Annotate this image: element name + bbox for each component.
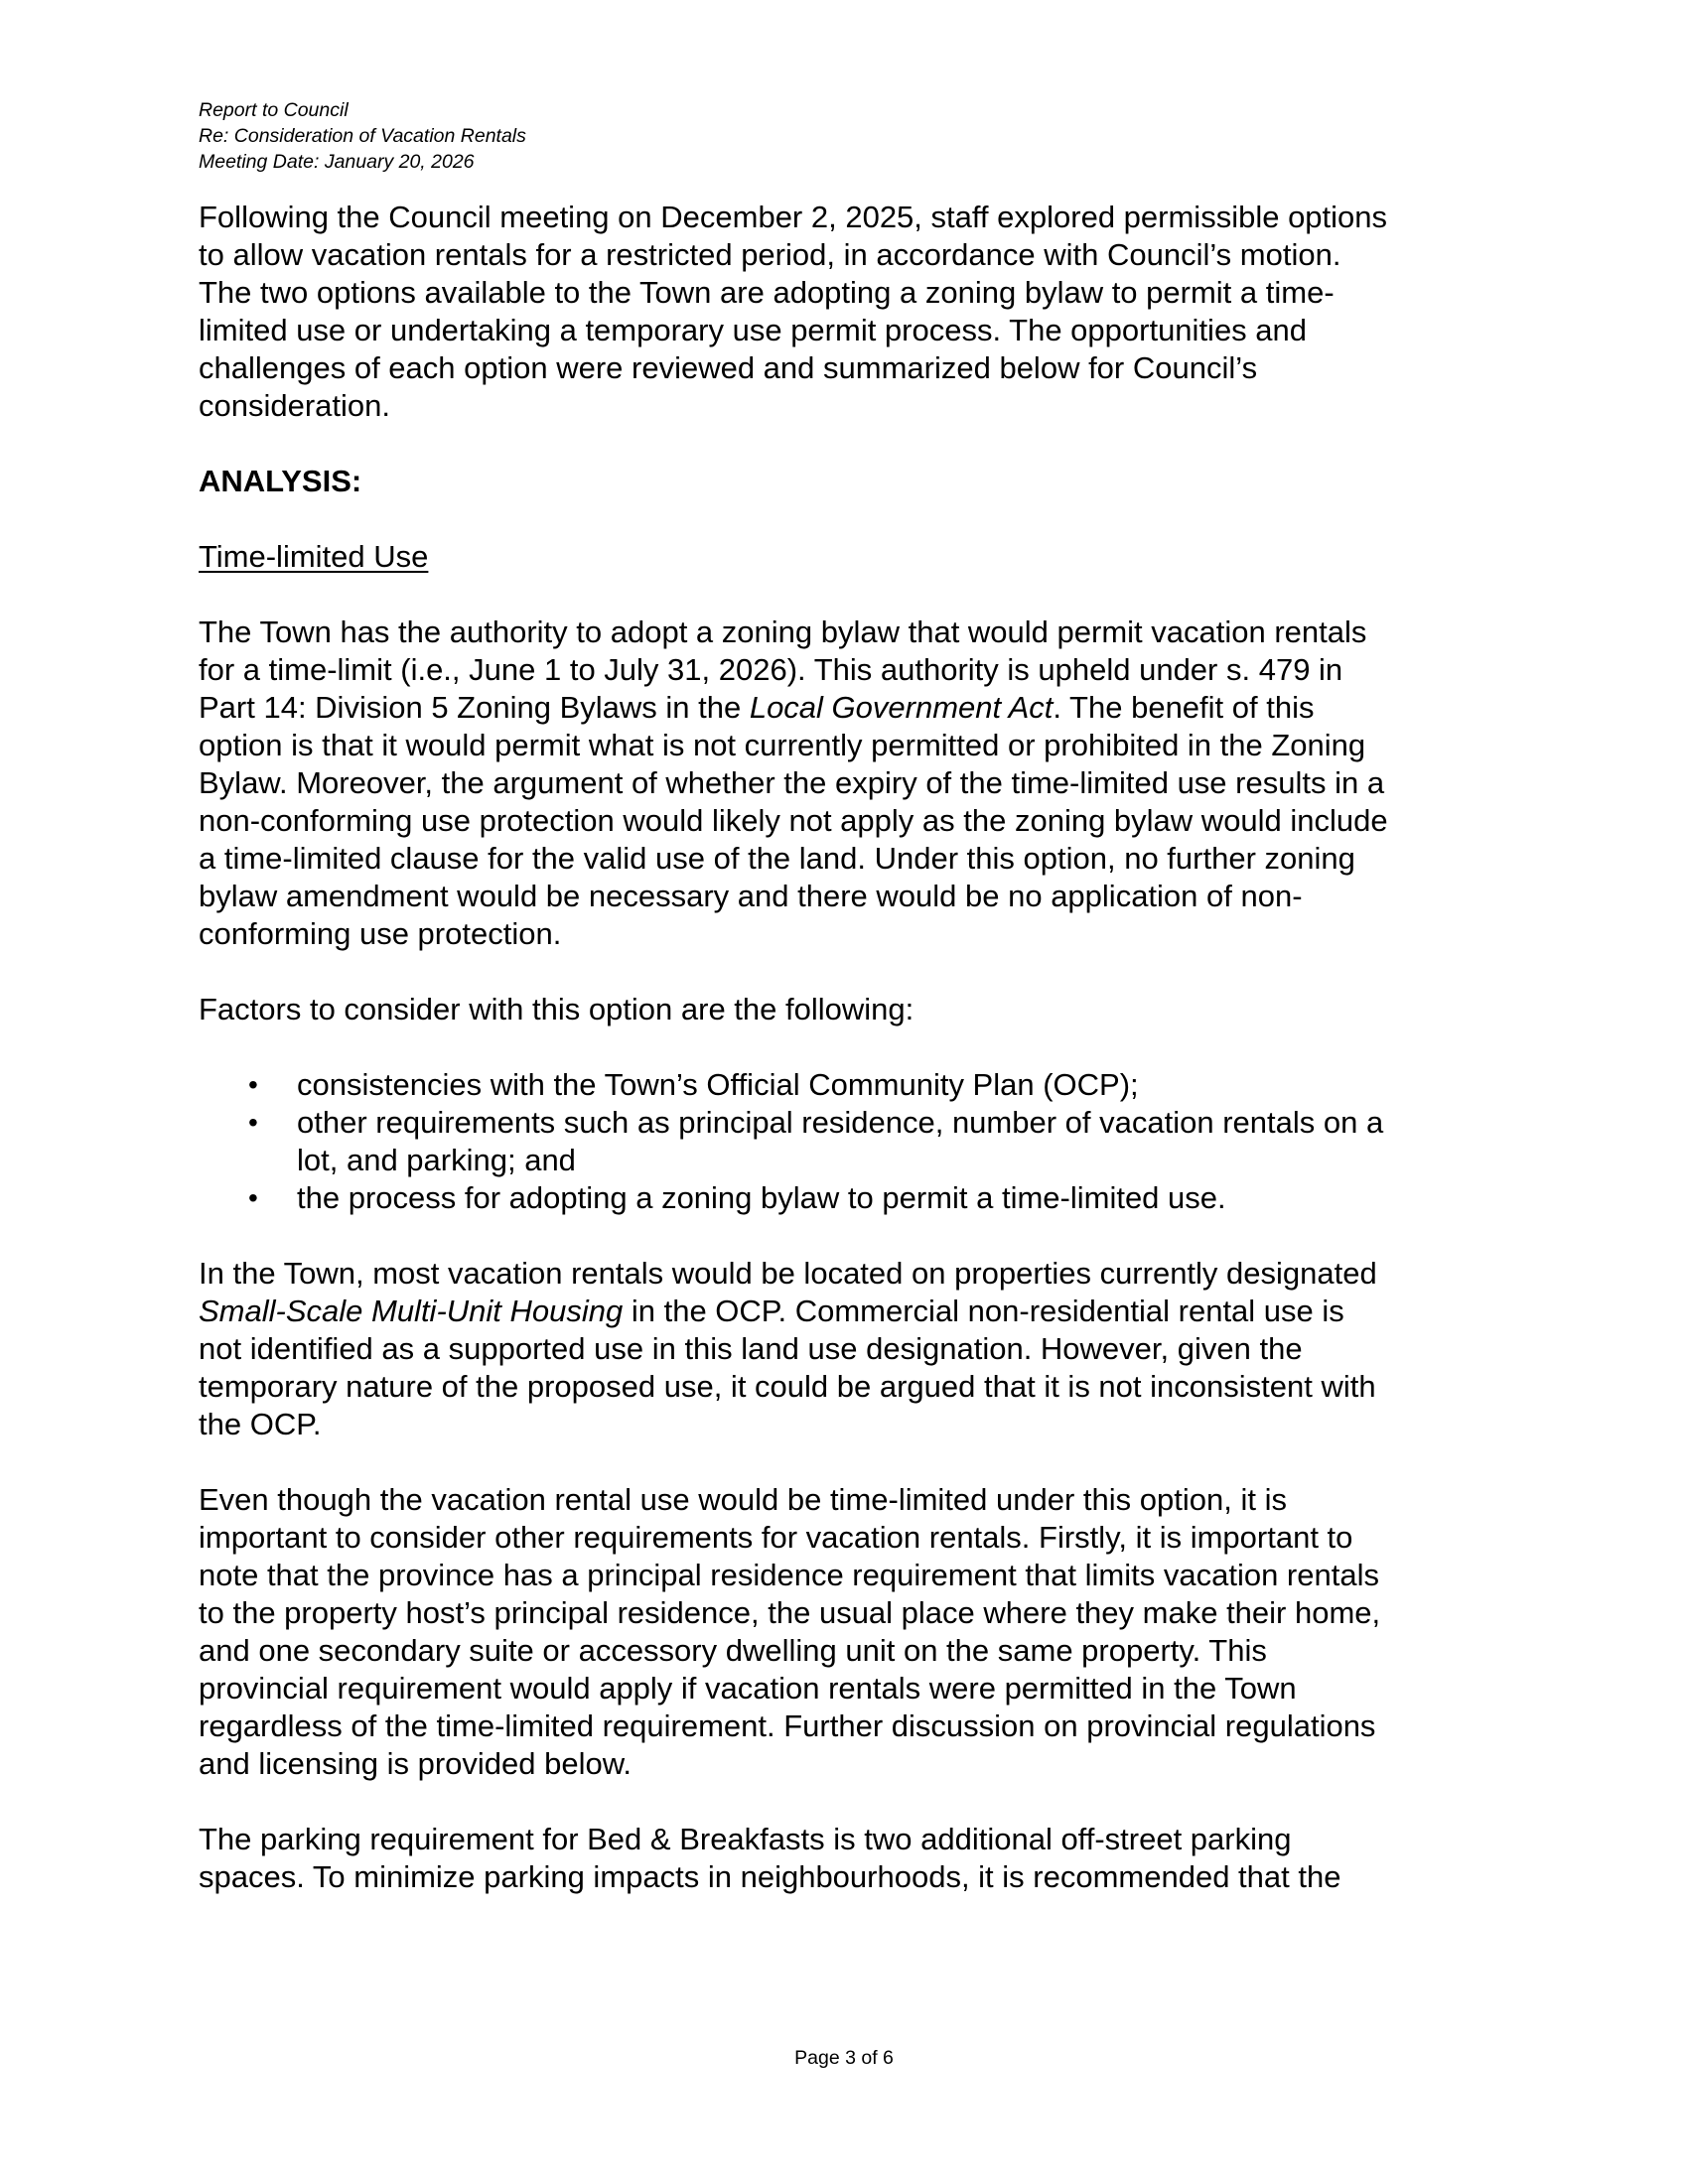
text-line: The parking requirement for Bed & Breakfasts is two additional off-street parking (199, 1822, 1292, 1856)
text-line: and one secondary suite or accessory dwelling unit on the same property. This (199, 1633, 1267, 1668)
text-line: and licensing is provided below. (199, 1746, 632, 1781)
text-line: a time-limited clause for the valid use of the land. Under this option, no further zoning (199, 841, 1355, 876)
text-line: challenges of each option were reviewed and summarized below for Council’s (199, 350, 1258, 385)
principal-residence-paragraph (199, 1481, 1489, 1783)
ocp-paragraph (199, 1255, 1489, 1443)
text-line: temporary nature of the proposed use, it could be argued that it is not inconsistent with (199, 1369, 1376, 1404)
time-limited-use-subheading (199, 538, 1489, 576)
parking-paragraph (199, 1821, 1489, 1896)
text-line: In the Town, most vacation rentals would be located on properties currently designated (199, 1256, 1377, 1291)
header-meeting-date: Meeting Date: January 20, 2026 (199, 151, 475, 173)
text-line: The Town has the authority to adopt a zoning bylaw that would permit vacation rentals (199, 614, 1367, 649)
text-line: Bylaw. Moreover, the argument of whether the expiry of the time-limited use results in a (199, 765, 1385, 800)
text-line: limited use or undertaking a temporary use permit process. The opportunities and (199, 313, 1308, 347)
text-line: not identified as a supported use in this land use designation. However, given the (199, 1331, 1303, 1366)
text-line: for a time-limit (i.e., June 1 to July 31, 2026). This authority is upheld under s. 479 in (199, 652, 1343, 687)
act-title: Local Government Act (749, 690, 1054, 725)
text-segment: . The benefit of this (1053, 690, 1315, 725)
document-header (199, 97, 526, 175)
text-line: the process for adopting a zoning bylaw to permit a time-limited use. (297, 1180, 1226, 1215)
header-report-title: Report to Council (199, 99, 349, 121)
text-line: Following the Council meeting on December 2, 2025, staff explored permissible options (199, 200, 1388, 234)
text-line: provincial requirement would apply if vacation rentals were permitted in the Town (199, 1671, 1297, 1706)
text-line: important to consider other requirements for vacation rentals. Firstly, it is important to (199, 1520, 1353, 1555)
subheading-text: Time-limited Use (199, 539, 429, 574)
text-line: to the property host’s principal residence, the usual place where they make their home, (199, 1595, 1381, 1630)
text-line: non-conforming use protection would likely not apply as the zoning bylaw would include (199, 803, 1388, 838)
authority-paragraph (199, 614, 1489, 953)
text-line: option is that it would permit what is not currently permitted or prohibited in the Zoning (199, 728, 1366, 762)
list-item (199, 1066, 1489, 1104)
bullet-icon: • (248, 1107, 258, 1138)
text-line: conforming use protection. (199, 916, 562, 951)
factors-list (199, 1066, 1489, 1217)
text-line: Factors to consider with this option are the following: (199, 992, 914, 1026)
document-body (199, 199, 1489, 1934)
text-line: the OCP. (199, 1407, 322, 1441)
text-line: consistencies with the Town’s Official Community Plan (OCP); (297, 1067, 1139, 1102)
header-subject: Re: Consideration of Vacation Rentals (199, 125, 526, 147)
list-item (199, 1179, 1489, 1217)
designation-name: Small-Scale Multi-Unit Housing (199, 1294, 624, 1328)
list-item (199, 1104, 1489, 1179)
text-line: note that the province has a principal residence requirement that limits vacation rentals (199, 1558, 1379, 1592)
text-line: The two options available to the Town are adopting a zoning bylaw to permit a time- (199, 275, 1335, 310)
page-number: Page 3 of 6 (794, 2047, 894, 2069)
factors-intro (199, 991, 1489, 1028)
bullet-icon: • (248, 1069, 258, 1100)
text-line: consideration. (199, 388, 391, 423)
intro-paragraph (199, 199, 1489, 425)
analysis-heading: ANALYSIS: (199, 464, 362, 498)
text-line: to allow vacation rentals for a restricted period, in accordance with Council’s motion. (199, 237, 1341, 272)
text-line: lot, and parking; and (297, 1143, 576, 1177)
text-line: spaces. To minimize parking impacts in neighbourhoods, it is recommended that the (199, 1859, 1341, 1894)
text-line: bylaw amendment would be necessary and there would be no application of non- (199, 879, 1303, 913)
text-line: other requirements such as principal residence, number of vacation rentals on a (297, 1105, 1384, 1140)
text-line (199, 1293, 1489, 1330)
text-line: regardless of the time-limited requirement. Further discussion on provincial regulations (199, 1708, 1376, 1743)
text-segment: Part 14: Division 5 Zoning Bylaws in the (199, 690, 750, 725)
bullet-icon: • (248, 1182, 258, 1213)
text-segment: in the OCP. Commercial non-residential rental use is (623, 1294, 1344, 1328)
text-line (199, 689, 1489, 727)
text-line: Even though the vacation rental use would be time-limited under this option, it is (199, 1482, 1287, 1517)
